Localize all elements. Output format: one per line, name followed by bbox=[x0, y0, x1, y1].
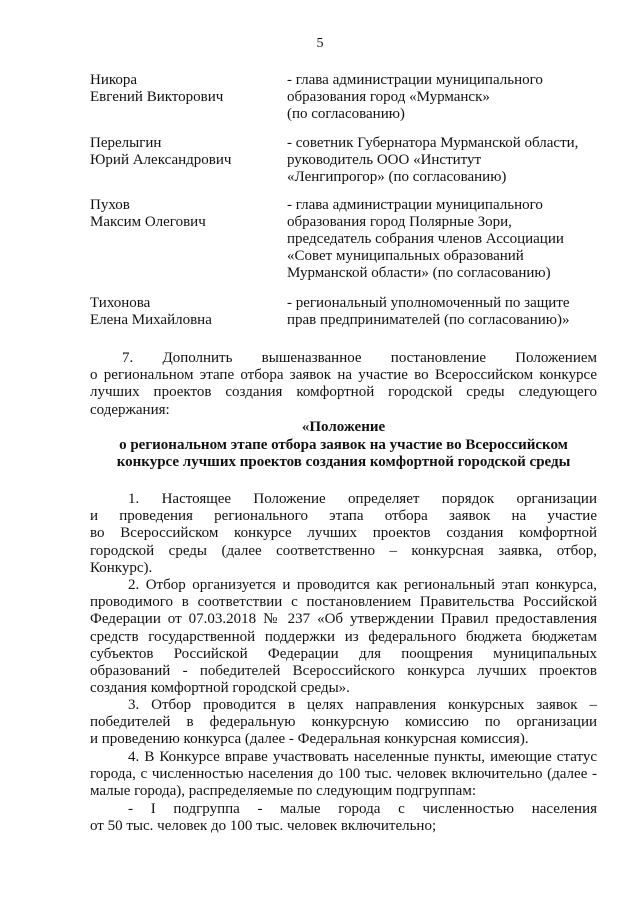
text-line: 3. Отбор проводится в целях направления конкурсных заявок – bbox=[128, 697, 597, 713]
role-line: образования город «Мурманск» bbox=[287, 89, 490, 105]
text-line: города, с численностью населения до 100 тыс. человек включительно (далее - bbox=[90, 766, 597, 783]
text-line: 1. Настоящее Положение определяет порядок организации bbox=[128, 491, 597, 507]
member-given-name: Юрий Александрович bbox=[90, 152, 232, 168]
member-given-name: Елена Михайловна bbox=[90, 312, 212, 328]
text-line: создания комфортной городской среды». bbox=[90, 680, 350, 697]
member-surname: Тихонова bbox=[90, 295, 151, 311]
member-name bbox=[90, 295, 280, 329]
text-line: победителей в федеральную конкурсную комиссию по организации bbox=[90, 714, 597, 731]
text-line: 7. Дополнить вышеназванное постановление Положением bbox=[122, 350, 597, 366]
member-surname: Пухов bbox=[90, 197, 130, 213]
text-line: - I подгруппа - малые города с численностью населения bbox=[128, 800, 597, 817]
role-line: «Совет муниципальных образований bbox=[287, 248, 524, 264]
member-given-name: Максим Олегович bbox=[90, 214, 206, 230]
text-line: 2. Отбор организуется и проводится как региональный этап конкурса, bbox=[128, 577, 597, 593]
paragraph-3 bbox=[90, 697, 597, 749]
role-line: Мурманской области» (по согласованию) bbox=[287, 265, 551, 281]
item-7-paragraph bbox=[90, 350, 597, 419]
member-name bbox=[90, 197, 280, 231]
text-line: 4. В Конкурсе вправе участвовать населенные пункты, имеющие статус bbox=[128, 749, 597, 765]
role-line: прав предпринимателей (по согласованию)» bbox=[287, 312, 570, 328]
member-name bbox=[90, 72, 280, 106]
text-line: и проведения регионального этапа отбора заявок на участие bbox=[90, 508, 597, 525]
text-line: и проведению конкурса (далее - Федеральная конкурсная комиссия). bbox=[90, 731, 529, 748]
text-line: Конкурс). bbox=[90, 559, 153, 576]
page-number: 5 bbox=[316, 36, 324, 51]
member-surname: Никора bbox=[90, 72, 138, 88]
text-line: средств государственной поддержки из федерального бюджета бюджетам bbox=[90, 628, 597, 645]
member-role bbox=[287, 72, 607, 123]
text-line: лучших проектов создания комфортной городской среды следующего bbox=[90, 384, 597, 401]
text-line: от 50 тыс. человек до 100 тыс. человек включительно; bbox=[90, 817, 437, 834]
text-line: городской среды (далее соответственно – конкурсная заявка, отбор, bbox=[90, 542, 597, 559]
role-line: (по согласованию) bbox=[287, 106, 405, 122]
member-surname: Перелыгин bbox=[90, 135, 162, 151]
member-name bbox=[90, 135, 280, 169]
paragraph-2 bbox=[90, 577, 597, 697]
member-role bbox=[287, 295, 607, 329]
role-line: председатель собрания членов Ассоциации bbox=[287, 231, 564, 247]
heading-line: о региональном этапе отбора заявок на участие во Всероссийском bbox=[119, 436, 568, 453]
regulation-heading bbox=[90, 419, 597, 472]
heading-line: «Положение bbox=[301, 419, 386, 435]
text-line: проводимого в соответствии с постановлением Правительства Российской bbox=[90, 594, 597, 611]
text-line: о региональном этапе отбора заявок на участие во Всероссийском конкурсе bbox=[90, 367, 597, 384]
role-line: - советник Губернатора Мурманской области, bbox=[287, 135, 579, 151]
heading-line: конкурсе лучших проектов создания комфортной городской среды bbox=[116, 454, 571, 470]
role-line: - глава администрации муниципального bbox=[287, 197, 543, 213]
member-role bbox=[287, 135, 607, 186]
role-line: - глава администрации муниципального bbox=[287, 72, 543, 88]
text-line: содержания: bbox=[90, 401, 170, 418]
role-line: руководитель ООО «Институт bbox=[287, 152, 482, 168]
text-line: Федерации от 07.03.2018 № 237 «Об утверждении Правил предоставления bbox=[90, 611, 597, 628]
member-given-name: Евгений Викторович bbox=[90, 89, 224, 105]
text-line: субъектов Российской Федерации для поощрения муниципальных bbox=[90, 645, 597, 662]
role-line: образования город Полярные Зори, bbox=[287, 214, 512, 230]
paragraph-4 bbox=[90, 749, 597, 835]
role-line: - региональный уполномоченный по защите bbox=[287, 295, 570, 311]
text-line: во Всероссийском конкурсе лучших проектов создания комфортной bbox=[90, 525, 597, 542]
role-line: «Ленгипрогор» (по согласованию) bbox=[287, 169, 507, 185]
paragraph-1 bbox=[90, 491, 597, 577]
text-line: малые города), распределяемые по следующим подгруппам: bbox=[90, 783, 476, 800]
member-role bbox=[287, 197, 607, 282]
text-line: образований - победителей Всероссийского конкурса лучших проектов bbox=[90, 662, 597, 679]
